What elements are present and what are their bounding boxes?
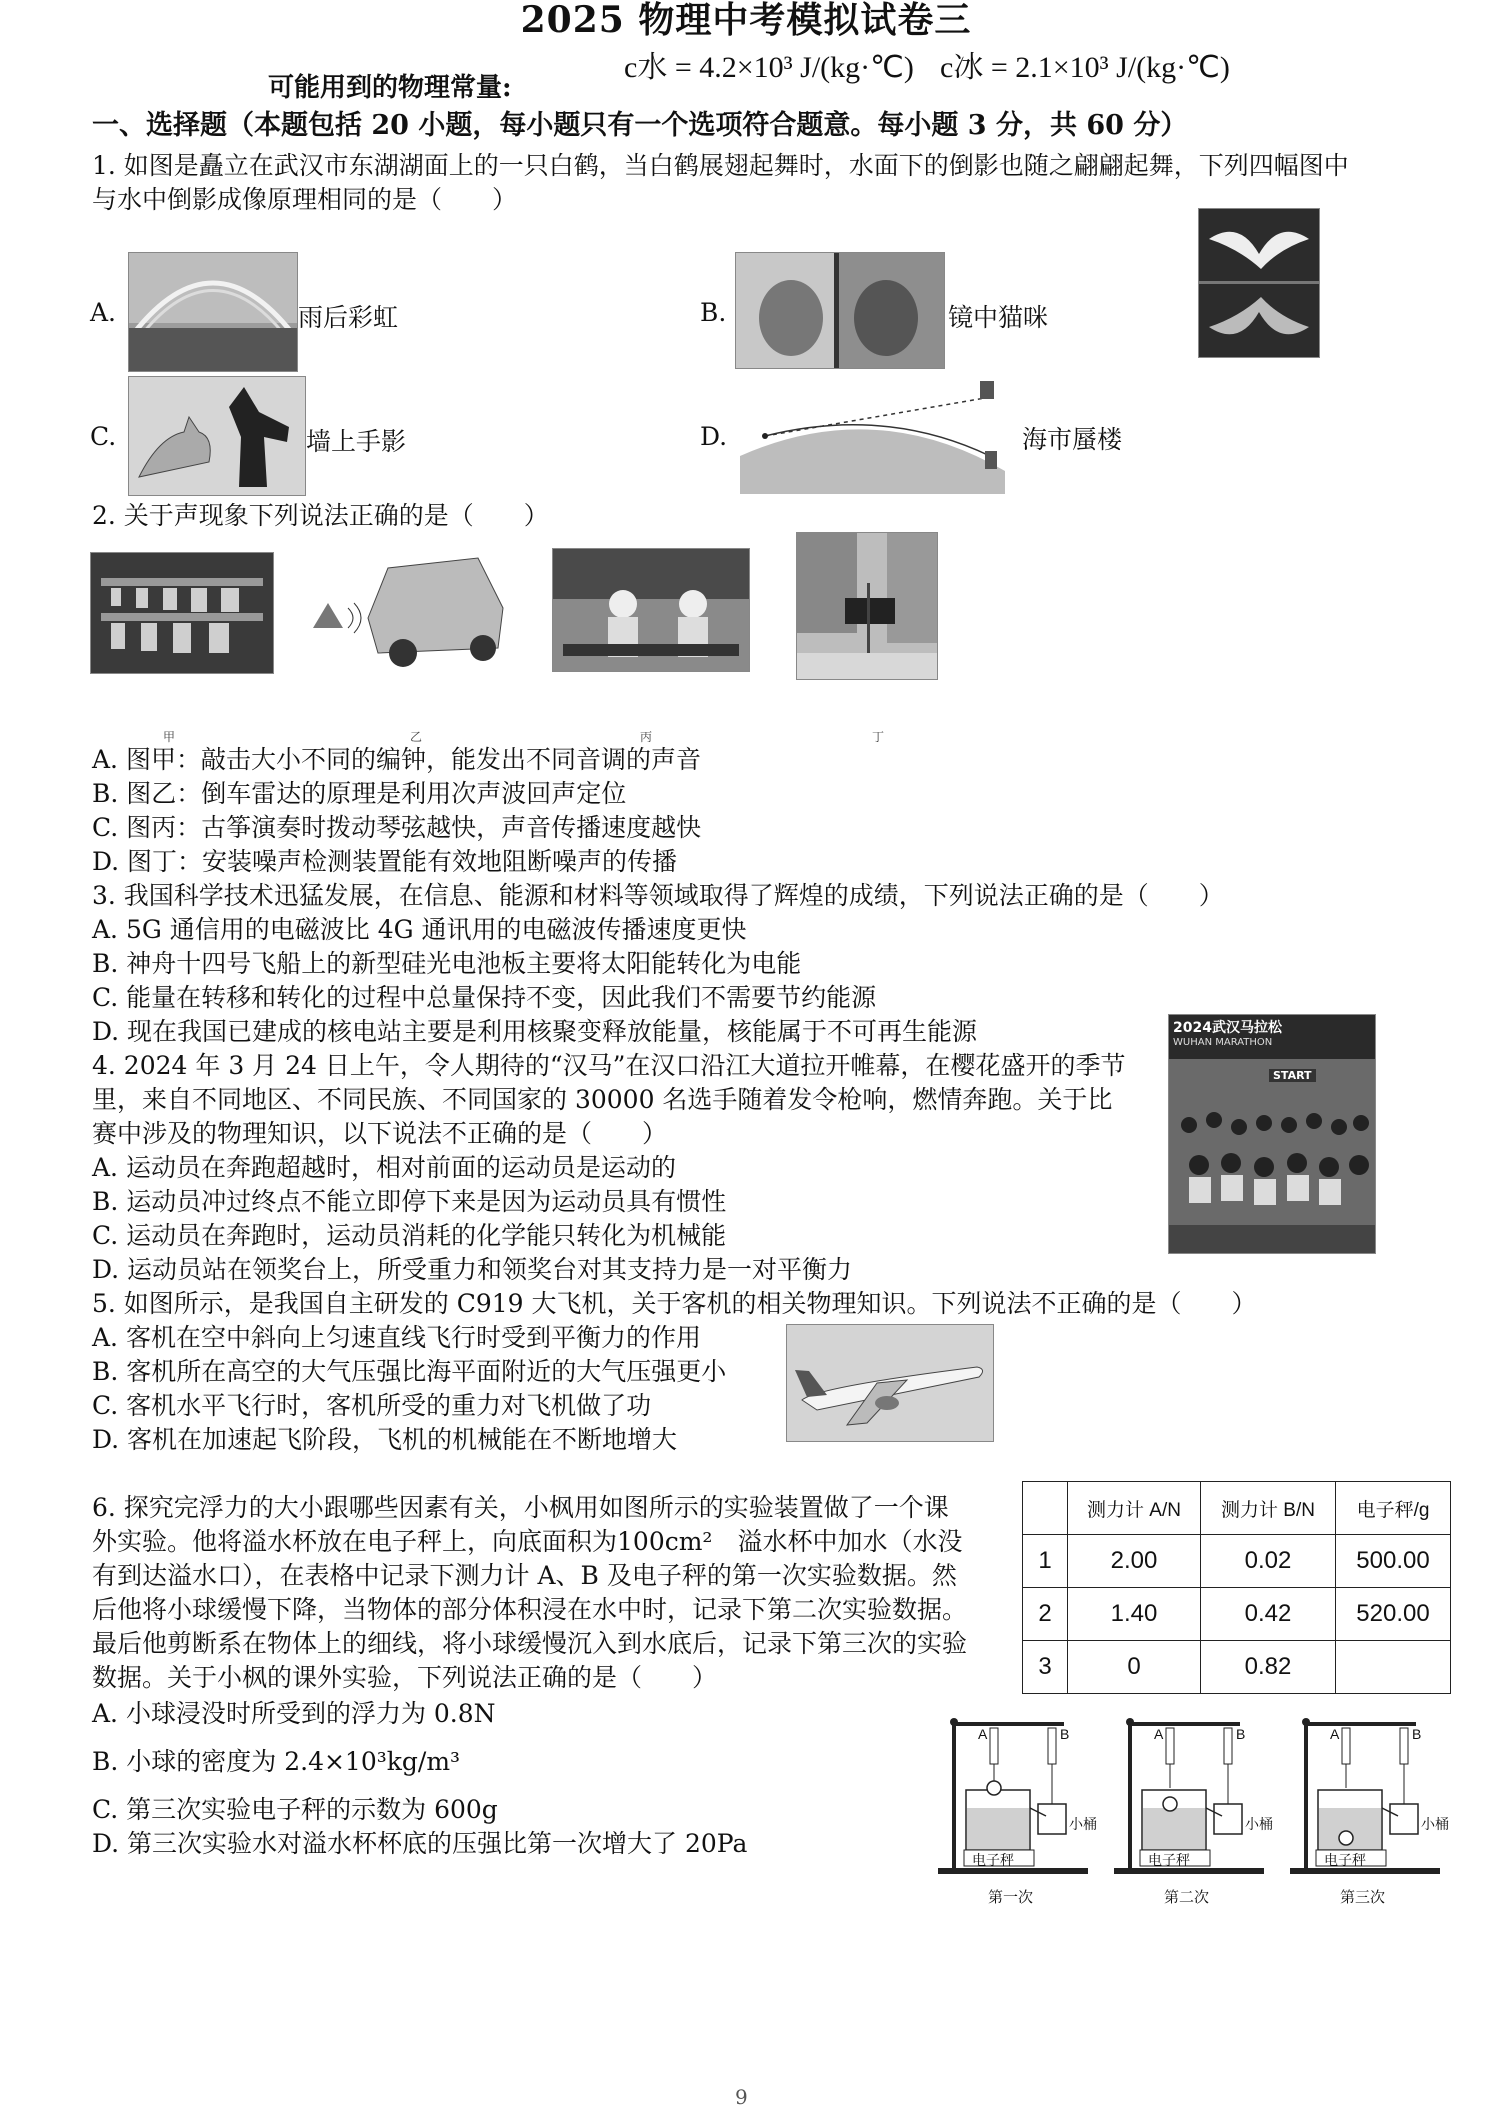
table-header-cell (1023, 1482, 1068, 1535)
q1-option-c-letter: C. (90, 422, 117, 451)
marathon-banner-en: WUHAN MARATHON (1173, 1037, 1273, 1048)
q3-option-d: D. 现在我国已建成的核电站主要是利用核聚变释放能量，核能属于不可再生能源 (92, 1017, 978, 1046)
spring-scale-a-label: A (1154, 1726, 1164, 1742)
q4-option-b: B. 运动员冲过终点不能立即停下来是因为运动员具有惯性 (92, 1187, 727, 1216)
marathon-start-sign: START (1269, 1069, 1316, 1082)
table-cell: 500.00 (1336, 1535, 1451, 1588)
q3-option-b: B. 神舟十四号飞船上的新型硅光电池板主要将太阳能转化为电能 (92, 949, 802, 978)
q4-option-a: A. 运动员在奔跑超越时，相对前面的运动员是运动的 (92, 1153, 676, 1182)
chime-bells-image (90, 552, 274, 674)
marathon-image (1168, 1014, 1376, 1254)
table-cell (1336, 1641, 1451, 1694)
q1-option-a-letter: A. (90, 298, 117, 327)
ball-icon (987, 1781, 1001, 1795)
q6-option-b: B. 小球的密度为 2.4×10³kg/m³ (92, 1747, 461, 1776)
q2-label-ding: 丁 (872, 730, 885, 744)
q4-stem-line3: 赛中涉及的物理知识，以下说法不正确的是（ ） (92, 1119, 668, 1148)
table-cell: 3 (1023, 1641, 1068, 1694)
guzheng-image (552, 548, 750, 672)
q6-option-d: D. 第三次实验水对溢水杯杯底的压强比第一次增大了 20Pa (92, 1829, 748, 1858)
section-heading: 一、选择题（本题包括 20 小题，每小题只有一个选项符合题意。每小题 3 分，共 60 分） (92, 110, 1188, 141)
table-row (1023, 1535, 1451, 1588)
q2-label-yi: 乙 (410, 730, 423, 744)
spring-scale-b-label: B (1412, 1726, 1422, 1742)
q5-option-a: A. 客机在空中斜向上匀速直线飞行时受到平衡力的作用 (92, 1323, 701, 1352)
hand-shadow-image (128, 376, 306, 496)
mirage-diagram (735, 376, 1020, 494)
q6-stem-line3: 有到达溢水口），在表格中记录下测力计 A、B 及电子秤的第一次实验数据。然 (92, 1561, 957, 1590)
table-cell: 0 (1068, 1641, 1201, 1694)
ball-icon (1163, 1797, 1177, 1811)
const-c-ice: c冰 = 2.1×10³ J/(kg·℃) (940, 51, 1230, 84)
table-cell: 2 (1023, 1588, 1068, 1641)
table-header-cell: 测力计 A/N (1068, 1482, 1201, 1535)
table-cell: 0.82 (1201, 1641, 1336, 1694)
q2-option-d: D. 图丁：安装噪声检测装置能有效地阻断噪声的传播 (92, 847, 678, 876)
electronic-scale-label: 电子秤 (1324, 1853, 1366, 1869)
spring-scale-a-label: A (978, 1726, 988, 1742)
q2-label-jia: 甲 (163, 730, 176, 744)
q6-stem-line1: 6. 探究完浮力的大小跟哪些因素有关，小枫用如图所示的实验装置做了一个课 (92, 1493, 949, 1522)
q2-option-b: B. 图乙：倒车雷达的原理是利用次声波回声定位 (92, 779, 627, 808)
table-cell: 0.02 (1201, 1535, 1336, 1588)
trial-caption: 第三次 (1340, 1888, 1386, 1906)
const-c-water: c水 = 4.2×10³ J/(kg·℃) (624, 51, 914, 84)
reversing-radar-image (308, 548, 508, 674)
table-header-cell: 测力计 B/N (1201, 1482, 1336, 1535)
q1-option-d-letter: D. (700, 422, 728, 451)
q2-option-a: A. 图甲：敲击大小不同的编钟，能发出不同音调的声音 (92, 745, 701, 774)
bucket-label: 小桶 (1069, 1817, 1097, 1833)
table-cell: 1 (1023, 1535, 1068, 1588)
spring-scale-b-label: B (1236, 1726, 1246, 1742)
q4-stem-line1: 4. 2024 年 3 月 24 日上午，令人期待的“汉马”在汉口沿江大道拉开帷幕，在樱花盛开的季节 (92, 1051, 1126, 1080)
bucket-label: 小桶 (1245, 1817, 1273, 1833)
q3-option-a: A. 5G 通信用的电磁波比 4G 通讯用的电磁波传播速度更快 (92, 915, 747, 944)
marathon-banner-text: 2024武汉马拉松 (1173, 1020, 1282, 1036)
electronic-scale-label: 电子秤 (1148, 1853, 1190, 1869)
q1-stem-line2: 与水中倒影成像原理相同的是（ ） (92, 185, 518, 214)
q4-option-d: D. 运动员站在领奖台上，所受重力和领奖台对其支持力是一对平衡力 (92, 1255, 853, 1284)
q6-stem-line2: 外实验。他将溢水杯放在电子秤上，向底面积为100cm² 溢水杯中加水（水没 (92, 1527, 963, 1556)
q3-stem: 3. 我国科学技术迅猛发展，在信息、能源和材料等领域取得了辉煌的成绩，下列说法正确的是（ ） (92, 881, 1224, 910)
table-header-cell: 电子秤/g (1336, 1482, 1451, 1535)
table-cell: 520.00 (1336, 1588, 1451, 1641)
apparatus-diagram-3 (1290, 1708, 1465, 1908)
cat-mirror-image (735, 252, 945, 369)
page-number: 9 (735, 2085, 748, 2109)
apparatus-diagram-2 (1114, 1708, 1289, 1908)
q6-data-table (1022, 1481, 1451, 1694)
trial-caption: 第一次 (988, 1888, 1034, 1906)
spring-scale-b-label: B (1060, 1726, 1070, 1742)
noise-monitor-image (796, 532, 938, 680)
q1-option-a-caption: 雨后彩虹 (298, 303, 399, 332)
electronic-scale-label: 电子秤 (972, 1853, 1014, 1869)
table-cell: 1.40 (1068, 1588, 1201, 1641)
apparatus-diagram-1 (938, 1708, 1113, 1908)
q3-option-c: C. 能量在转移和转化的过程中总量保持不变，因此我们不需要节约能源 (92, 983, 877, 1012)
c919-airplane-image (786, 1324, 994, 1442)
q1-option-c-caption: 墙上手影 (306, 427, 407, 456)
q6-stem-line4: 后他将小球缓慢下降，当物体的部分体积浸在水中时，记录下第二次实验数据。 (92, 1595, 968, 1624)
rainbow-image (128, 252, 298, 372)
q6-option-c: C. 第三次实验电子秤的示数为 600g (92, 1795, 498, 1824)
page-title: 2025 物理中考模拟试卷三 (520, 0, 972, 41)
q1-option-d-caption: 海市蜃楼 (1022, 425, 1123, 454)
q1-option-b-caption: 镜中猫咪 (948, 303, 1049, 332)
table-cell: 2.00 (1068, 1535, 1201, 1588)
q5-option-b: B. 客机所在高空的大气压强比海平面附近的大气压强更小 (92, 1357, 727, 1386)
spring-scale-a-label: A (1330, 1726, 1340, 1742)
bucket-label: 小桶 (1421, 1817, 1449, 1833)
q5-option-c: C. 客机水平飞行时，客机所受的重力对飞机做了功 (92, 1391, 652, 1420)
trial-caption: 第二次 (1164, 1888, 1210, 1906)
q6-stem-line6: 数据。关于小枫的课外实验，下列说法正确的是（ ） (92, 1663, 718, 1692)
constants-label: 可能用到的物理常量: (268, 73, 512, 103)
q2-option-c: C. 图丙：古筝演奏时拨动琴弦越快，声音传播速度越快 (92, 813, 702, 842)
q1-stem-line1: 1. 如图是矗立在武汉市东湖湖面上的一只白鹤，当白鹤展翅起舞时，水面下的倒影也随之翩翩起舞，下列四幅图中 (92, 151, 1349, 180)
q6-stem-line5: 最后他剪断系在物体上的细线，将小球缓慢沉入到水底后，记录下第三次的实验 (92, 1629, 968, 1658)
table-row (1023, 1641, 1451, 1694)
q5-stem: 5. 如图所示，是我国自主研发的 C919 大飞机，关于客机的相关物理知识。下列说法不正确的是（ ） (92, 1289, 1257, 1318)
q5-option-d: D. 客机在加速起飞阶段，飞机的机械能在不断地增大 (92, 1425, 678, 1454)
table-cell: 0.42 (1201, 1588, 1336, 1641)
q1-option-b-letter: B. (700, 298, 727, 327)
crane-reflection-image (1198, 208, 1320, 358)
q2-label-bing: 丙 (640, 730, 653, 744)
q4-option-c: C. 运动员在奔跑时，运动员消耗的化学能只转化为机械能 (92, 1221, 727, 1250)
q6-option-a: A. 小球浸没时所受到的浮力为 0.8N (92, 1699, 496, 1728)
q4-stem-line2: 里，来自不同地区、不同民族、不同国家的 30000 名选手随着发令枪响，燃情奔跑。关于比 (92, 1085, 1113, 1114)
table-header-row (1023, 1482, 1451, 1535)
table-row (1023, 1588, 1451, 1641)
ball-icon (1339, 1831, 1353, 1845)
q2-stem: 2. 关于声现象下列说法正确的是（ ） (92, 501, 549, 530)
